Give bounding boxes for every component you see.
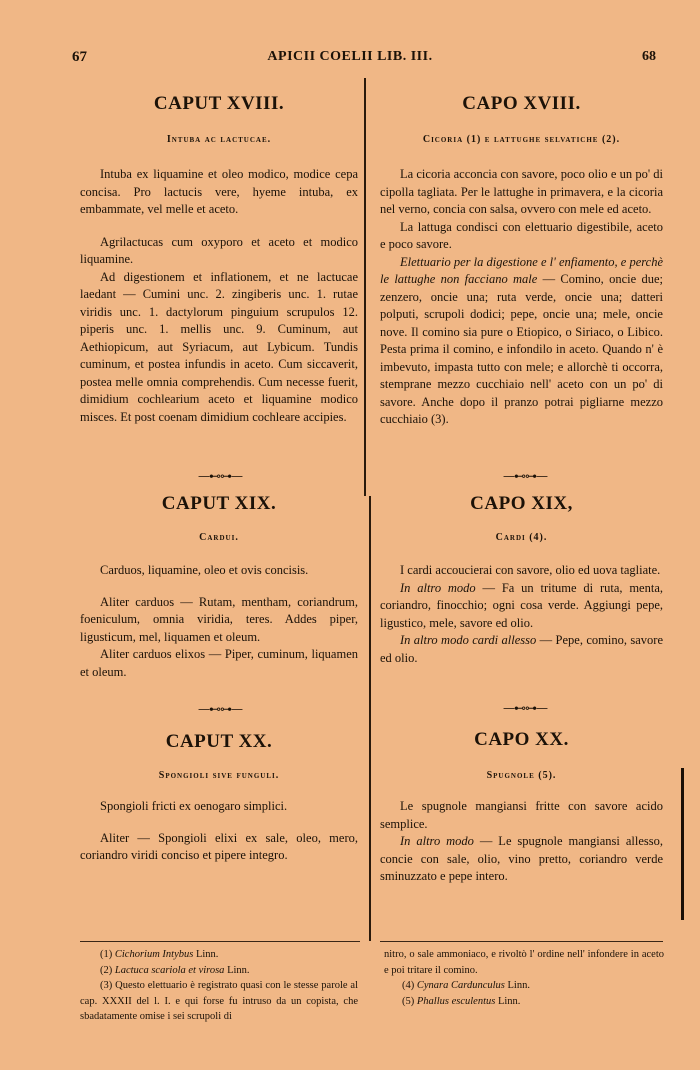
right-capo-19: [380, 495, 663, 667]
paragraph: Ad digestionem et inflationem, et ne lactucae laedant — Cumini unc. 2. zingiberis unc. 1. rutae viridis unc. 1. dactylorum pinguium scrupulos 12. piperis unc. 1. mellis unc. 9. Cuminum, aut Aethiopicum, aut Syriacum, aut Lybicum. Tundis cuminum, et postea infundis in aceto. Cum siccaverit, postea melle omnia comprehendis. Cum necesse fuerit, dimidium cochlearium aceto et liquamine modico misces. Et post coenam dimidium cochleare accipies.: [80, 269, 358, 424]
chapter-title: CAPUT XVIII.: [153, 93, 285, 114]
italic-heading: In altro modo: [400, 834, 474, 848]
footnote: [384, 994, 664, 1010]
section-ornament: —⊷⊶—: [503, 469, 547, 483]
footnote-species: Cynara Cardunculus: [416, 980, 505, 991]
footnote: [80, 978, 358, 1025]
footnote-number: (2): [100, 964, 115, 976]
chapter-title: CAPO XVIII.: [462, 93, 581, 114]
paragraph: Le spugnole mangiansi fritte con savore acido semplice.: [380, 799, 663, 831]
footnote: [384, 978, 664, 994]
paragraph: Aliter — Spongioli elixi ex sale, oleo, mero, coriandro viridi conciso et pipere integro.: [80, 830, 358, 862]
paragraph: La lattuga condisci con elettuario digestibile, aceto e poco savore.: [380, 219, 663, 251]
paragraph: Intuba ex liquamine et oleo modico, modice cepa concisa. Pro lactucis vere, hyeme intuba, ex embammate, vel melle et aceto.: [80, 167, 358, 216]
paragraph: La cicoria acconcia con savore, poco olio e un po' di cipolla tagliata. Per le lattughe in primavera, e la cicoria nel verno, concia con salsa, ovvero con mele ed aceto.: [380, 167, 663, 216]
footnote-species: Phallus esculentus: [416, 995, 496, 1007]
italic-heading: Elettuario per la digestione e l' enfiamento, e perchè le lattughe non facciano male: [380, 254, 663, 286]
paragraph: [380, 833, 663, 886]
footnote-number: (1): [100, 949, 115, 960]
running-header: [0, 49, 700, 69]
footnote-number: (3): [100, 980, 116, 991]
chapter-title: CAPO XIX,: [470, 493, 573, 514]
paragraph-text: — Comino, oncie due; zenzero, oncie una; ruta verde, oncie una; datteri polputi, scrupoli dodici; pepe, oncie una; mele, oncie nove. Il comino sia pure o Etiopico, o Siriaco, o Libico. Pesta prima il comino, e infondilo in aceto. Quando n' è imbevuto, impasta tutto con mele; e allorchè ti occorra, stemprane mezzo cucchiaio nell' aceto con un po' di savore. Anche dopo il pranzo potrai pigliarne mezzo cucchiaio (3).: [380, 272, 664, 426]
chapter-title: CAPO XX.: [474, 729, 569, 750]
paragraph-text: — Fa un tritume di ruta, menta, coriandro, finocchio; ogni cosa verde. Aggiungi pepe, ligustico, mele, savore ed olio.: [380, 580, 663, 630]
footnote: [384, 947, 664, 978]
paragraph: Carduos, liquamine, oleo et ovis concisis.: [100, 563, 309, 577]
footnote-species: Lactuca scariola et virosa: [114, 964, 225, 976]
section-ornament: —⊷⊶—: [503, 701, 547, 715]
left-caput-19: [80, 495, 358, 681]
right-capo-20: [380, 731, 663, 886]
footnote-text: Linn.: [224, 964, 250, 976]
running-title: APICII COELII LIB. III.: [267, 49, 433, 64]
chapter-title: CAPUT XIX.: [161, 493, 277, 514]
paragraph: Spongioli fricti ex oenogaro simplici.: [100, 799, 288, 813]
left-caput-20: [80, 733, 358, 865]
chapter-subtitle: Cardi (4).: [495, 531, 548, 543]
paragraph: [380, 632, 663, 667]
paragraph: I cardi accoucierai con savore, olio ed uova tagliate.: [400, 563, 661, 577]
chapter-title: CAPUT XX.: [165, 731, 273, 752]
footnote-text: nitro, o sale ammoniaco, e rivoltò l' ordine nell' infondere in aceto e poi tritare il comino.: [384, 949, 664, 976]
footnotes-right: [384, 947, 664, 1009]
chapter-subtitle: Spongioli sive funguli.: [158, 769, 280, 781]
paragraph: Agrilactucas cum oxyporo et aceto et modico liquamine.: [80, 234, 358, 266]
chapter-subtitle: Spugnole (5).: [486, 769, 557, 781]
italic-heading: In altro modo: [400, 580, 476, 595]
chapter-subtitle: Cardui.: [199, 531, 239, 543]
italic-heading: In altro modo cardi allesso: [400, 633, 537, 647]
right-capo-18: [380, 95, 663, 429]
footnote: [80, 963, 358, 979]
footnote-rule: [80, 941, 360, 942]
paragraph: [380, 580, 663, 633]
left-caput-18: [80, 95, 358, 426]
left-page-number: 67: [72, 49, 87, 65]
paragraph-text: — Le spugnole mangiansi allesso, concie con sale, olio, vino pretto, coriandro verde sminuzzato e pepe intero.: [380, 834, 663, 883]
footnote-rule: [380, 941, 663, 942]
footnote-text: Questo elettuario è registrato quasi con le stesse parole al cap. XXXII del l. I. e qui forse fu intruso da un copista, che sbadatamente omise i sei scrupoli di: [80, 980, 359, 1022]
footnote: [80, 947, 358, 963]
section-ornament: —⊷⊶—: [198, 469, 242, 483]
paragraph-text: — Pepe, comino, savore ed olio.: [380, 633, 664, 665]
column-divider: [364, 78, 366, 496]
footnotes-left: [80, 947, 358, 1025]
paragraph: Aliter carduos — Rutam, mentham, coriandrum, foeniculum, omnia viridia, teres. Addes piper, ligusticum, mel, liquamen et oleum.: [80, 594, 358, 644]
column-divider: [369, 496, 371, 941]
chapter-subtitle: Intuba ac lactucae.: [166, 133, 272, 145]
paragraph: [380, 254, 663, 429]
paragraph: Aliter carduos elixos — Piper, cuminum, liquamen et oleum.: [80, 647, 358, 679]
footnote-text: Linn.: [193, 949, 219, 960]
footnote-number: (4): [402, 980, 417, 991]
footnote-number: (5): [402, 995, 417, 1007]
section-ornament: —⊷⊶—: [198, 702, 242, 716]
footnote-species: Cichorium Intybus: [114, 949, 194, 960]
edge-mark: [681, 768, 684, 920]
footnote-text: Linn.: [504, 980, 530, 991]
footnote-text: Linn.: [495, 995, 521, 1007]
chapter-subtitle: Cicoria (1) e lattughe selvatiche (2).: [422, 133, 621, 145]
right-page-number: 68: [642, 49, 656, 64]
